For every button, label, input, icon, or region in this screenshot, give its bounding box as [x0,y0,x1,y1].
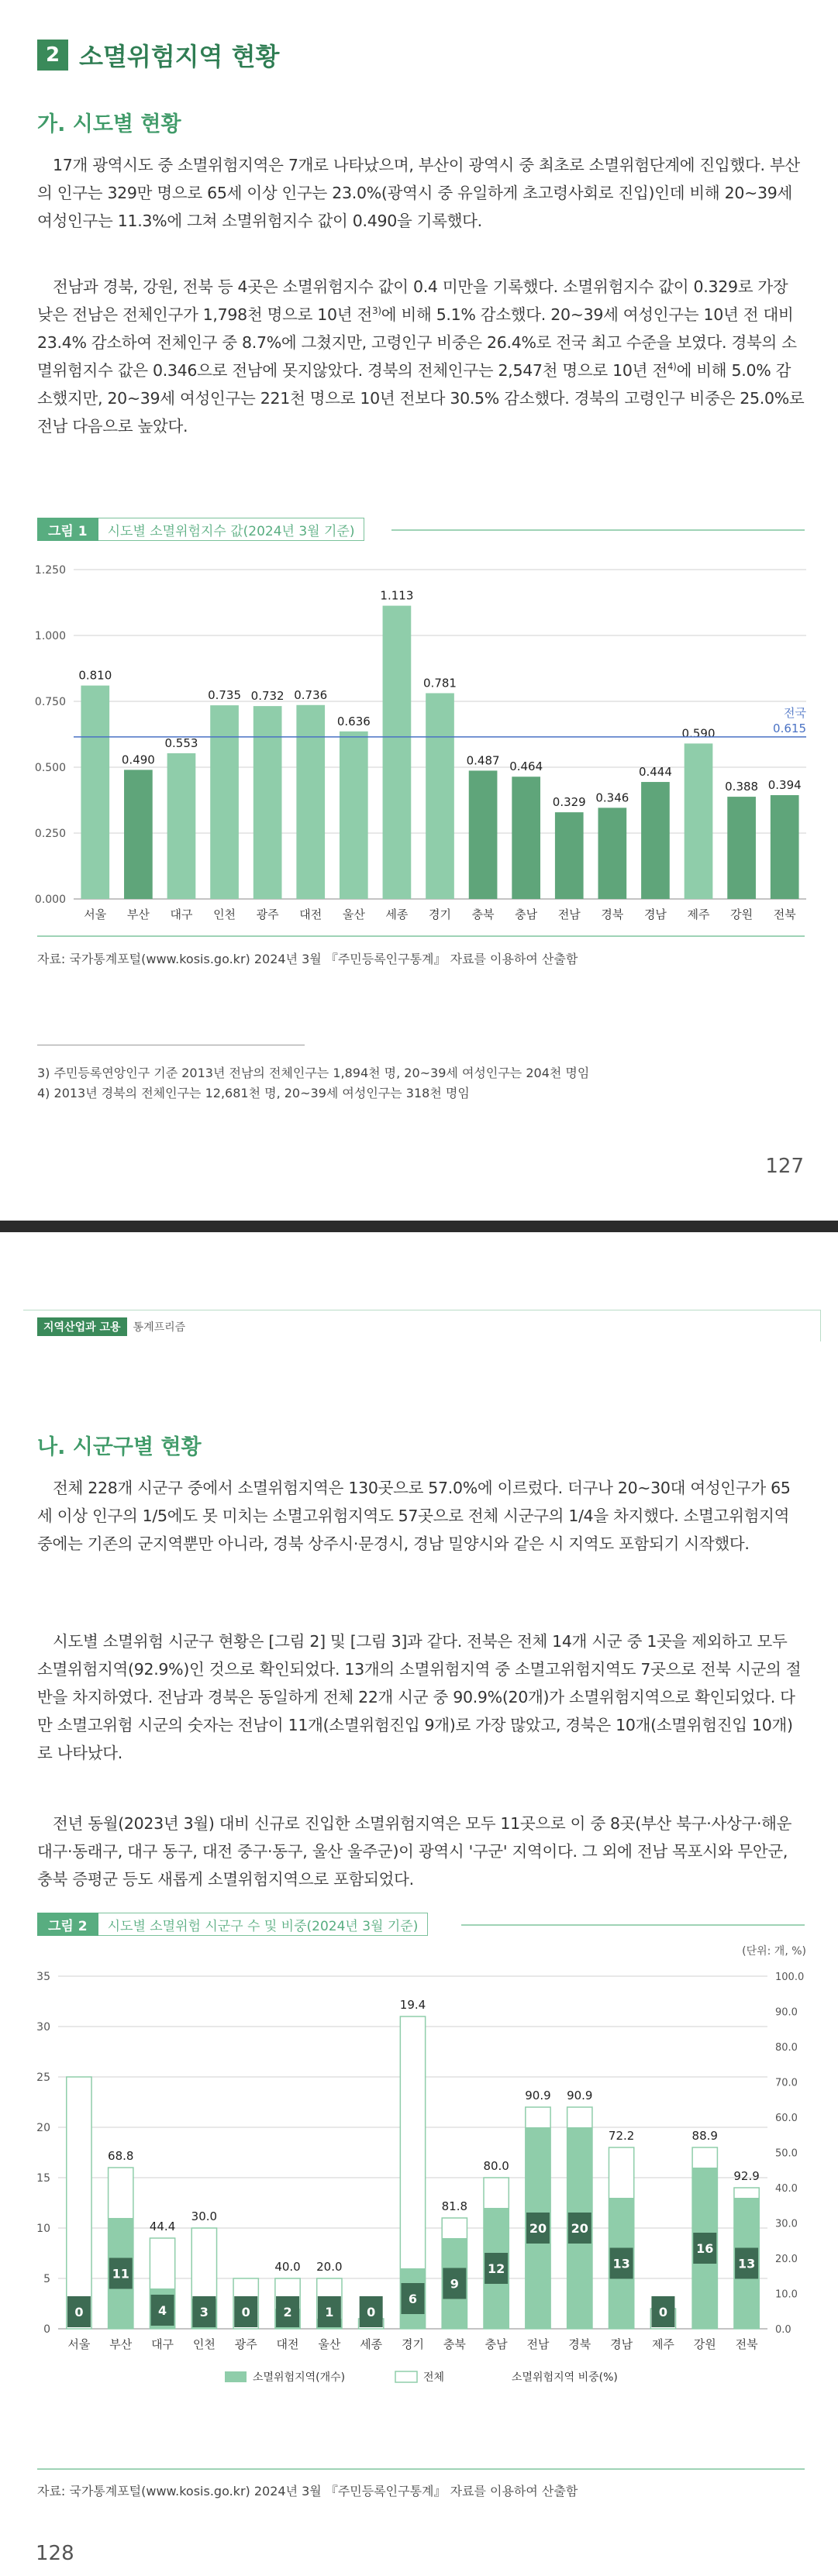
chart2-count-label: 6 [408,2292,418,2306]
chart2-unit-label: (단위: 개, %) [742,1945,806,1958]
chart1-bar [512,777,540,899]
chart2-category-label: 제주 [651,2337,674,2351]
chart2-ytick-left: 20 [36,2122,50,2134]
chart2-count-label: 20 [529,2221,547,2236]
chart1-category-label: 경기 [429,907,451,921]
chart1-category-label: 제주 [687,907,710,921]
chart2-category-label: 충남 [485,2337,508,2351]
figure-1-title: 시도별 소멸위험지수 값(2024년 3월 기준) [98,518,365,541]
figure-2-tag: 그림 2 [37,1913,98,1936]
chart1-ytick-label: 1.250 [34,564,66,577]
chart-province-extinction-index [0,546,838,930]
chart2-ytick-right: 100.0 [775,1972,805,1983]
page-number-127: 127 [765,1155,804,1178]
legend-total-swatch [395,2371,417,2382]
chart1-bar [641,782,670,899]
chart2-ytick-left: 10 [36,2223,50,2235]
chart2-ytick-right: 10.0 [775,2288,798,2301]
chart2-count-label: 12 [488,2261,505,2276]
chart-district-risk-count [0,1937,838,2402]
chart2-ytick-left: 5 [43,2273,50,2285]
chart2-category-label: 부산 [109,2337,133,2351]
chart1-ytick-label: 1.000 [34,630,66,642]
chart1-category-label: 경남 [643,907,667,921]
chart2-category-label: 세종 [360,2337,383,2351]
chart2-category-label: 전남 [526,2337,550,2351]
chart1-bar [771,795,799,899]
chart1-data-label: 0.736 [294,687,328,702]
chart1-bar [124,770,153,899]
chart2-total-bar [67,2077,91,2329]
chart2-category-label: 광주 [234,2337,257,2351]
paragraph-3: 전체 228개 시군구 중에서 소멸위험지역은 130곳으로 57.0%에 이르렀다. 더구나 20~30대 여성인구가 65세 이상 인구의 1/5에도 못 미치는 소멸고위험지역도 57곳으로 전체 시군구의 1/4을 차지했다. 소멸고위험지역 중에는 기존의 군지역뿐만 아니라, 경북 상주시·문경시, 경남 밀양시와 같은 시 지역도 포함되기 시작했다. [37,1479,791,1553]
chart2-ratio-label: 19.4 [399,1998,426,2012]
chart1-category-label: 대구 [170,907,193,921]
chart2-ytick-right: 90.0 [775,2006,798,2019]
figure-1-rule [391,529,805,531]
chart1-ytick-label: 0.000 [34,894,66,906]
chart2-ytick-right: 80.0 [775,2042,798,2054]
chart1-bar [555,812,584,899]
chart1-data-label: 1.113 [380,588,414,603]
chart1-data-label: 0.464 [509,759,543,774]
chart1-category-label: 전남 [557,907,581,921]
chart1-category-label: 충남 [515,907,538,921]
figure-2-bottom-rule [37,2468,805,2470]
chart1-category-label: 세종 [385,907,409,921]
figure-1-tag: 그림 1 [37,518,98,541]
chart1-bar [383,606,412,899]
chart2-ratio-label: 90.9 [525,2089,551,2102]
chart1-data-label: 0.388 [725,780,759,794]
chart2-count-label: 13 [612,2256,630,2271]
chart2-ytick-left: 15 [36,2172,50,2185]
chart2-ytick-right: 50.0 [775,2147,798,2160]
chart1-data-label: 0.490 [121,752,155,767]
chart2-category-label: 전북 [735,2337,758,2351]
figure-2-label [37,1913,428,1936]
footnote-ref-3[interactable]: 3) [372,305,381,317]
chart2-category-label: 서울 [67,2337,91,2351]
chart2-ytick-left: 0 [43,2323,50,2336]
page-number-128: 128 [36,2542,74,2565]
running-head-tag: 지역산업과 고용 [37,1317,127,1336]
figure-1-source: 자료: 국가통계포털(www.kosis.go.kr) 2024년 3월 『주민등록인구통계』 자료를 이용하여 산출함 [37,952,578,966]
chart1-category-label: 광주 [256,907,279,921]
footnote-4: 4) 2013년 경북의 전체인구는 12,681천 명, 20~39세 여성인구는 318천 명임 [37,1086,470,1100]
figure-2-source: 자료: 국가통계포털(www.kosis.go.kr) 2024년 3월 『주민등록인구통계』 자료를 이용하여 산출함 [37,2484,578,2499]
chart1-category-label: 대전 [299,907,322,921]
page-128 [0,1232,838,2576]
chart1-category-label: 울산 [342,907,365,921]
chart2-ratio-label: 68.8 [108,2149,134,2163]
page-127 [0,0,838,1221]
running-head-sub: 통계프리즘 [133,1321,186,1334]
chart1-data-label: 0.346 [595,790,629,805]
chart1-category-label: 서울 [84,907,107,921]
paragraph-2: 전남과 경북, 강원, 전북 등 4곳은 소멸위험지수 값이 0.4 미만을 기록했다. 소멸위험지수 값이 0.329로 가장 낮은 전남은 전체인구가 1,798천 명으로 10년 전$^{3)}$에 비해 5.1% 감소했다. 20~39세 여성인구는 10년 전 대비 23.4% 감소하여 전체인구 중 8.7%에 그쳤지만, 고령인구 비중은 26.4%로 전국 최고 수준을 보였다. 경북의 소멸위험지수 값은 0.346으로 전남에 못지않았다. 경북의 전체인구는 2,547천 명으로 10년 전$^{4)}$에 비해 5.0% 감소했지만, 20~39세 여성인구는 221천 명으로 10년 전보다 30.5% 감소했다. 경북의 고령인구 비중은 25.0%로 전남 다음으로 높았다. [37,277,805,436]
figure-1-label [37,518,364,541]
chart2-category-label: 충북 [443,2337,466,2351]
chart1-bar [210,705,239,899]
chart2-count-label: 3 [199,2305,209,2319]
chart2-ytick-right: 0.0 [775,2324,791,2336]
chart2-count-label: 0 [241,2305,250,2319]
subsection-title-province: 가. 시도별 현황 [37,112,181,136]
chart1-bar [340,732,368,899]
chart1-category-label: 전북 [773,907,796,921]
chart1-ytick-label: 0.500 [34,762,66,774]
chart1-data-label: 0.735 [208,688,242,703]
chart1-data-label: 0.487 [466,753,500,768]
chart2-ratio-label: 90.9 [567,2089,593,2102]
paragraph-1: 17개 광역시도 중 소멸위험지역은 7개로 나타났으며, 부산이 광역시 중 최초로 소멸위험단계에 진입했다. 부산의 인구는 329만 명으로 65세 이상 인구는 23.0%(광역시 중 유일하게 초고령사회로 진입)인데 비해 20~39세 여성인구는 11.3%에 그쳐 소멸위험지수 값이 0.490을 기록했다. [37,156,800,230]
paragraph-4: 시도별 소멸위험 시군구 현황은 [그림 2] 및 [그림 3]과 같다. 전북은 전체 14개 시군 중 1곳을 제외하고 모두 소멸위험지역(92.9%)인 것으로 확인되었다. 13개의 소멸위험지역 중 소멸고위험지역도 7곳으로 전북 시군의 절반을 차지하였다. 전남과 경북은 동일하게 전체 22개 시군 중 90.9%(20개)가 소멸위험지역으로 확인되었다. 다만 소멸고위험 시군의 숫자는 전남이 11개(소멸위험진입 9개)로 가장 많았고, 경북은 10개(소멸위험진입 10개)로 나타났다. [37,1632,802,1762]
chart2-count-label: 20 [571,2221,588,2236]
legend-ratio-label: 소멸위험지역 비중(%) [512,2371,618,2384]
chart2-count-label: 2 [283,2305,292,2319]
chart1-category-label: 강원 [730,907,754,921]
chart2-ytick-right: 20.0 [775,2254,798,2265]
legend-risk-swatch [225,2371,247,2382]
chart1-category-label: 부산 [126,907,150,921]
chart1-data-label: 0.590 [681,726,716,741]
chart2-ytick-right: 40.0 [775,2183,798,2195]
chart1-data-label: 0.329 [552,795,586,810]
section-title: 소멸위험지역 현황 [79,42,280,71]
chart2-ytick-right: 70.0 [775,2077,798,2089]
chart1-category-label: 경북 [601,907,624,921]
running-head [37,1317,185,1336]
chart1-data-label: 0.553 [164,735,198,750]
chart1-data-label: 0.636 [336,714,371,728]
chart2-ratio-label: 92.9 [733,2169,760,2183]
chart2-ytick-right: 60.0 [775,2113,798,2124]
chart1-bar [685,743,713,899]
chart1-data-label: 0.810 [78,668,112,683]
chart2-ratio-label: 88.9 [691,2129,718,2143]
chart1-bar [426,693,454,899]
chart2-count-label: 13 [737,2256,756,2271]
chart2-category-label: 강원 [693,2337,716,2351]
chart2-count-label: 0 [74,2305,84,2319]
chart2-category-label: 울산 [318,2337,341,2351]
chart1-category-label: 인천 [213,907,236,921]
chart2-ytick-right: 30.0 [775,2218,798,2230]
chart2-ratio-label: 80.0 [483,2159,509,2173]
chart1-bar [296,705,325,899]
chart2-category-label: 경남 [610,2337,633,2351]
chart2-ratio-label: 30.0 [191,2209,218,2223]
chart2-ratio-label: 72.2 [608,2129,635,2143]
chart1-ytick-label: 0.750 [34,696,66,708]
chart2-ratio-label: 20.0 [316,2260,343,2274]
chart2-count-label: 1 [325,2305,334,2319]
footnote-3: 3) 주민등록연앙인구 기준 2013년 전남의 전체인구는 1,894천 명, 20~39세 여성인구는 204천 명임 [37,1066,590,1080]
chart2-count-label: 0 [658,2305,668,2319]
chart2-category-label: 경기 [402,2337,424,2351]
chart2-ratio-label: 81.8 [441,2199,468,2213]
chart2-ytick-left: 30 [36,2021,50,2034]
chart2-ytick-left: 25 [36,2071,50,2084]
chart1-bar [253,706,282,899]
chart2-category-label: 경북 [568,2337,591,2351]
page-separator [0,1221,838,1232]
chart2-category-label: 인천 [192,2337,216,2351]
chart1-data-label: 0.444 [638,765,672,780]
chart2-ytick-left: 35 [36,1971,50,1983]
chart2-category-label: 대구 [151,2337,174,2351]
chart1-ytick-label: 0.250 [34,828,66,840]
figure-2-rule [461,1924,805,1926]
chart2-count-label: 4 [157,2303,167,2318]
chart1-bar [598,808,627,899]
chart1-bar [81,686,109,899]
chart2-count-label: 16 [696,2241,714,2256]
chart2-count-label: 9 [450,2276,459,2292]
chart2-ratio-label: 40.0 [274,2260,301,2274]
chart1-data-label: 0.732 [250,689,285,704]
legend-total-label: 전체 [423,2371,445,2384]
chart2-ratio-label: 44.4 [149,2220,176,2233]
paragraph-5: 전년 동월(2023년 3월) 대비 신규로 진입한 소멸위험지역은 모두 11곳으로 이 중 8곳(부산 북구·사상구·해운대구·동래구, 대구 동구, 대전 중구·동구, 울산 울주군)이 광역시 '구군' 지역이다. 그 외에 전남 목포시와 무안군, 충북 증평군 등도 새롭게 소멸위험지역으로 포함되었다. [37,1814,792,1889]
chart1-bar [167,753,196,899]
section-number: 2 [37,40,68,71]
legend-risk-label: 소멸위험지역(개수) [253,2371,346,2384]
chart1-national-label: 전국 [784,705,806,720]
figure-2-title: 시도별 소멸위험 시군구 수 및 비중(2024년 3월 기준) [98,1913,429,1936]
chart1-national-value: 0.615 [773,721,806,735]
subsection-title-district: 나. 시군구별 현황 [37,1435,202,1459]
chart1-data-label: 0.781 [423,676,457,690]
chart2-category-label: 대전 [276,2337,299,2351]
chart2-count-label: 11 [112,2266,129,2282]
chart2-count-label: 0 [367,2305,376,2319]
chart1-category-label: 충북 [471,907,495,921]
chart1-bar [469,770,498,899]
section-heading [37,37,279,73]
chart1-bar [727,797,756,899]
footnote-ref-4[interactable]: 4) [667,361,677,373]
figure-1-bottom-rule [37,935,805,937]
chart1-data-label: 0.394 [767,778,802,793]
